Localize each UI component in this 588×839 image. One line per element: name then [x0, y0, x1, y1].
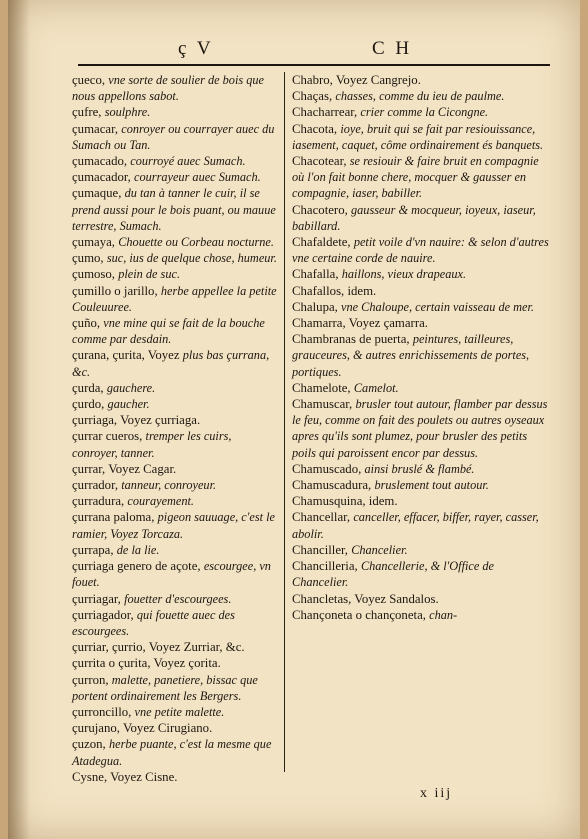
headword: çurriar, çurrio, Voyez Zurriar, &c.: [72, 640, 245, 655]
dictionary-entry: [72, 607, 278, 639]
definition: qui fouette auec des escourgees.: [72, 607, 235, 638]
headword: çurrita o çurita, Voyez çorita.: [72, 656, 221, 671]
definition: peintures, tailleures, grauceures, & autres enrichissements de portes, portiques.: [292, 332, 530, 379]
headword: çurana, çurita, Voyez: [72, 348, 183, 363]
dictionary-entry: [72, 639, 278, 655]
dictionary-entry: [72, 153, 278, 169]
definition: Camelot.: [353, 380, 399, 395]
headword: çumaya,: [72, 235, 119, 250]
headword: Chacharrear,: [292, 105, 361, 120]
dictionary-entry: [292, 315, 550, 331]
definition: pigeon sauuage, c'est le ramier, Voyez Torcaza.: [72, 510, 275, 541]
definition: herbe puante, c'est la mesme que Atadegua.: [72, 737, 272, 768]
headword: Chancellar,: [292, 510, 354, 525]
dictionary-entry: [72, 234, 278, 250]
column-divider: [284, 72, 285, 772]
headword: Chaças,: [292, 89, 336, 104]
right-column: [292, 72, 550, 623]
headword: Chafallos, idem.: [292, 283, 377, 298]
dictionary-entry: [292, 607, 550, 623]
headword: çuño,: [72, 316, 104, 331]
dictionary-entry: [72, 509, 278, 541]
dictionary-entry: [72, 542, 278, 558]
headword: çueco,: [72, 73, 109, 87]
definition: courroyé auec Sumach.: [130, 154, 246, 169]
dictionary-entry: [72, 104, 278, 120]
headword: çumoso,: [72, 267, 119, 282]
dictionary-entry: [292, 283, 550, 299]
headword: çurriagador,: [72, 607, 137, 622]
dictionary-entry: [72, 558, 278, 590]
dictionary-entry: [292, 331, 550, 380]
dictionary-entry: [292, 461, 550, 477]
definition: Chancellerie, & l'Office de Chancelier.: [292, 559, 495, 590]
dictionary-entry: [72, 736, 278, 768]
definition: canceller, effacer, biffer, rayer, casser, abolir.: [292, 510, 539, 541]
dictionary-entry: [72, 315, 278, 347]
headword: Chabro, Voyez Cangrejo.: [292, 73, 421, 87]
headword: çurrar, Voyez Cagar.: [72, 461, 177, 476]
definition: de la lie.: [116, 542, 160, 557]
definition: courrayeur auec Sumach.: [134, 170, 261, 185]
header-right: C H: [372, 38, 413, 59]
headword: çumacado,: [72, 154, 131, 169]
headword: çurujano, Voyez Cirugiano.: [72, 721, 213, 736]
headword: Chafalla,: [292, 267, 342, 282]
dictionary-entry: [292, 509, 550, 541]
headword: çumaque,: [72, 186, 125, 201]
definition: conroyer ou courrayer auec du Sumach ou Tan.: [72, 121, 275, 152]
definition: plein de suc.: [118, 267, 181, 282]
definition: vne mine qui se fait de la bouche comme par desdain.: [72, 316, 265, 347]
headword: Chamelote,: [292, 380, 354, 395]
headword: çurrana paloma,: [72, 510, 158, 525]
definition: gauchere.: [106, 380, 156, 395]
dictionary-entry: [72, 185, 278, 234]
dictionary-entry: [72, 72, 278, 104]
headword: çurrapa,: [72, 542, 117, 557]
headword: çurradura,: [72, 494, 128, 509]
dictionary-entry: [72, 591, 278, 607]
dictionary-entry: [292, 266, 550, 282]
headword: Chalupa,: [292, 299, 342, 314]
definition: tremper les cuirs, conroyer, tanner.: [72, 429, 232, 460]
headword: çumillo o jarillo,: [72, 283, 161, 298]
dictionary-entry: [72, 769, 278, 785]
dictionary-entry: [72, 396, 278, 412]
dictionary-entry: [72, 250, 278, 266]
headword: Chacota,: [292, 121, 341, 136]
headword: Cysne, Voyez Cisne.: [72, 769, 178, 784]
left-column: [72, 72, 278, 785]
headword: Chamuscar,: [292, 397, 356, 412]
header-rule: [78, 64, 550, 66]
definition: herbe appellee la petite Couleuuree.: [72, 283, 277, 314]
headword: Chancletas, Voyez Sandalos.: [292, 591, 439, 606]
definition: escourgee, vn fouet.: [72, 559, 271, 590]
definition: gausseur & mocqueur, ioyeux, iaseur, babillard.: [292, 202, 536, 233]
definition: suc, ius de quelque chose, humeur.: [106, 251, 277, 266]
dictionary-entry: [72, 283, 278, 315]
headword: çurroncillo,: [72, 704, 135, 719]
definition: bruslement tout autour.: [374, 478, 489, 493]
headword: çuzon,: [72, 737, 109, 752]
dictionary-entry: [72, 477, 278, 493]
dictionary-entry: [292, 396, 550, 461]
dictionary-entry: [292, 380, 550, 396]
headword: çumacador,: [72, 170, 135, 185]
dictionary-entry: [72, 672, 278, 704]
definition: ioye, bruit qui se fait par resiouissance, iasement, caquet, côme ordinairement és banquets.: [292, 121, 544, 152]
definition: fouetter d'escourgees.: [124, 591, 232, 606]
headword: çurriaga, Voyez çurriaga.: [72, 413, 201, 428]
headword: çumo,: [72, 251, 107, 266]
dictionary-entry: [72, 412, 278, 428]
definition: malette, panetiere, bissac que portent ordinairement les Bergers.: [72, 672, 258, 703]
headword: Chacotear,: [292, 154, 350, 169]
definition: soulphre.: [104, 105, 151, 120]
definition: chan-: [429, 607, 458, 622]
dictionary-entry: [292, 234, 550, 266]
dictionary-entry: [72, 169, 278, 185]
headword: Chafaldete,: [292, 235, 354, 250]
headword: Chambranas de puerta,: [292, 332, 413, 347]
headword: Chamuscadura,: [292, 478, 375, 493]
definition: courayement.: [127, 494, 195, 509]
dictionary-entry: [72, 428, 278, 460]
dictionary-entry: [292, 542, 550, 558]
dictionary-entry: [292, 153, 550, 202]
headword: çurron,: [72, 672, 112, 687]
definition: vne petite malette.: [134, 704, 225, 719]
definition: ainsi bruslé & flambé.: [364, 461, 475, 476]
dictionary-entry: [72, 347, 278, 379]
definition: se resiouir & faire bruit en compagnie où l'on fait bonne chere, mocquer & gausser en compagnie, iaser, babiller.: [292, 154, 539, 201]
headword: Chancilleria,: [292, 559, 361, 574]
dictionary-entry: [72, 266, 278, 282]
definition: vne Chaloupe, certain vaisseau de mer.: [341, 299, 534, 314]
dictionary-entry: [292, 104, 550, 120]
definition: gaucher.: [107, 397, 150, 412]
dictionary-entry: [292, 493, 550, 509]
dictionary-entry: [72, 720, 278, 736]
dictionary-entry: [72, 121, 278, 153]
definition: vne sorte de soulier de bois que nous appellons sabot.: [72, 73, 264, 104]
dictionary-entry: [292, 72, 550, 88]
definition: chasses, comme du ieu de paulme.: [335, 89, 505, 104]
dictionary-entry: [292, 477, 550, 493]
running-header: [78, 38, 548, 62]
dictionary-entry: [292, 591, 550, 607]
definition: du tan à tanner le cuir, il se prend aussi pour le bois puant, ou mauue terrestre, Sumach.: [72, 186, 276, 233]
headword: çurrar cueros,: [72, 429, 146, 444]
definition: Chancelier.: [351, 542, 408, 557]
definition: crier comme la Cicongne.: [360, 105, 489, 120]
definition: haillons, vieux drapeaux.: [341, 267, 467, 282]
headword: çumacar,: [72, 121, 122, 136]
definition: tanneur, conroyeur.: [121, 478, 217, 493]
dictionary-entry: [72, 655, 278, 671]
dictionary-entry: [72, 461, 278, 477]
dictionary-entry: [72, 704, 278, 720]
signature-mark: x iij: [420, 786, 453, 801]
headword: çurriagar,: [72, 591, 125, 606]
dictionary-entry: [292, 88, 550, 104]
definition: brusler tout autour, flamber par dessus le feu, comme on fait des poulets ou autres oyseaux apres qu'ils sont plumez, pour brusler des petits poils qui paroissent encor par dessus.: [292, 397, 548, 460]
headword: çurdo,: [72, 397, 108, 412]
dictionary-entry: [72, 493, 278, 509]
headword: çurda,: [72, 380, 107, 395]
definition: Chouette ou Corbeau nocturne.: [118, 235, 274, 250]
headword: Chanciller,: [292, 542, 352, 557]
headword: Chamuscado,: [292, 461, 365, 476]
dictionary-entry: [292, 121, 550, 153]
dictionary-entry: [292, 202, 550, 234]
header-left: ç V: [178, 38, 214, 59]
headword: Chamusquina, idem.: [292, 494, 398, 509]
headword: Chançoneta o chançoneta,: [292, 607, 430, 622]
headword: çufre,: [72, 105, 105, 120]
dictionary-entry: [292, 299, 550, 315]
headword: Chacotero,: [292, 202, 351, 217]
headword: Chamarra, Voyez çamarra.: [292, 316, 428, 331]
page-gutter-shadow: [8, 0, 30, 839]
dictionary-entry: [292, 558, 550, 590]
dictionary-entry: [72, 380, 278, 396]
headword: çurrador,: [72, 478, 122, 493]
definition: petit voile d'vn nauire: & selon d'autres vne certaine corde de nauire.: [292, 235, 549, 266]
definition: plus bas çurrana, &c.: [72, 348, 270, 379]
headword: çurriaga genero de açote,: [72, 559, 204, 574]
